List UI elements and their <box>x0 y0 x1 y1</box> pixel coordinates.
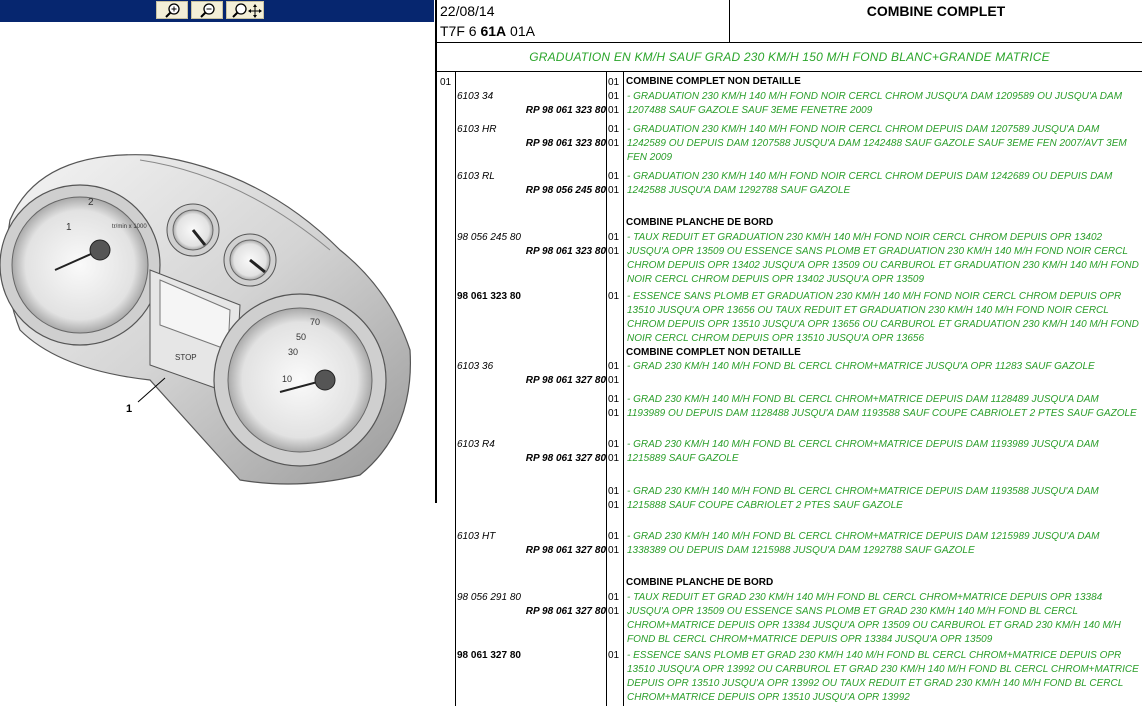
qty: 01 <box>608 439 620 450</box>
rp-ref[interactable]: RP 98 056 245 80 <box>525 185 606 196</box>
part-ref[interactable]: 6103 R4 <box>457 439 495 450</box>
svg-text:1: 1 <box>66 222 72 233</box>
svg-text:10: 10 <box>282 374 293 384</box>
part-description: - GRAD 230 KM/H 140 M/H FOND BL CERCL CHROM+MATRICE JUSQU'A OPR 11283 SAUF GAZOLE <box>627 361 1095 372</box>
part-ref[interactable]: 98 056 291 80 <box>457 592 521 603</box>
part-ref[interactable]: 6103 34 <box>457 91 494 102</box>
banner-text: GRADUATION EN KM/H SAUF GRAD 230 KM/H 150 M/H FOND BLANC+GRANDE MATRICE <box>529 50 1050 64</box>
header-date: 22/08/14 <box>440 3 495 19</box>
part-description: - GRAD 230 KM/H 140 M/H FOND BL CERCL CHROM+MATRICE DEPUIS DAM 1193588 JUSQU'A DAM 1215888 SAUF COUPE CABRIOLET 2 PTES SAUF GAZOLE <box>627 486 1099 511</box>
zoom-pan-icon <box>227 2 263 18</box>
col-rule-2 <box>606 72 607 706</box>
diagram-panel <box>0 0 434 706</box>
section-heading: COMBINE COMPLET NON DETAILLE <box>626 76 801 87</box>
rp-ref[interactable]: RP 98 061 327 80 <box>525 545 606 556</box>
part-description: - GRAD 230 KM/H 140 M/H FOND BL CERCL CHROM+MATRICE DEPUIS DAM 1193989 JUSQU'A DAM 1215889 SAUF GAZOLE <box>627 439 1099 464</box>
zoom-in-icon <box>157 2 187 18</box>
code-prefix: T7F 6 <box>440 23 477 39</box>
instrument-cluster-diagram <box>0 130 434 510</box>
zoom-out-icon <box>192 2 222 18</box>
qty: 01 <box>608 545 620 556</box>
callout-label: 1 <box>126 403 133 415</box>
table-top-rule <box>437 71 1142 72</box>
zoom-out-button[interactable] <box>191 1 223 19</box>
qty: 01 <box>608 246 620 257</box>
rp-ref[interactable]: RP 98 061 323 80 <box>525 138 606 149</box>
part-description: - GRADUATION 230 KM/H 140 M/H FOND NOIR CERCL CHROM DEPUIS DAM 1207589 JUSQU'A DAM 1242589 OU DEPUIS DAM 1207588 JUSQU'A DAM 1242488 SAUF GAZOLE SAUF 3EME FEN 2007/AVT 3EM FEN 2009 <box>627 124 1127 163</box>
col-rule-3 <box>623 72 624 706</box>
qty: 01 <box>608 375 620 386</box>
col-rule-1 <box>455 72 456 706</box>
rp-ref[interactable]: RP 98 061 323 80 <box>525 246 606 257</box>
qty: 01 <box>608 185 620 196</box>
part-description: - GRADUATION 230 KM/H 140 M/H FOND NOIR CERCL CHROM JUSQU'A DAM 1209589 OU JUSQU'A DAM 1207488 SAUF GAZOLE SAUF 3EME FENETRE 2009 <box>627 91 1123 116</box>
part-description: - TAUX REDUIT ET GRADUATION 230 KM/H 140 M/H FOND NOIR CERCL CHROM DEPUIS OPR 13402 JUSQU'A OPR 13509 OU ESSENCE SANS PLOMB ET GRADUATION 230 KM/H 140 M/H FOND NOIR CERCL CHROM DEPUIS OPR 13402 JUSQU'A OPR 13509 OU CARBUROL ET GRADUATION 230 KM/H 140 M/H FOND NOIR CERCL CHROM DEPUIS OPR 13402 JUSQU'A OPR 13509 <box>627 232 1139 285</box>
part-ref[interactable]: 6103 HR <box>457 124 497 135</box>
code-bold: 61A <box>480 23 507 39</box>
qty: 01 <box>608 138 620 149</box>
qty: 01 <box>608 650 620 661</box>
qty: 01 <box>608 592 620 603</box>
part-ref[interactable]: 6103 RL <box>457 171 495 182</box>
svg-text:tr/min x 1000: tr/min x 1000 <box>112 224 147 230</box>
svg-text:2: 2 <box>88 197 94 208</box>
qty: 01 <box>608 453 620 464</box>
zoom-toolbar <box>0 0 434 22</box>
qty: 01 <box>608 394 620 405</box>
part-ref[interactable]: 6103 HT <box>457 531 496 542</box>
item-number: 01 <box>440 77 452 88</box>
rp-ref[interactable]: RP 98 061 327 80 <box>525 606 606 617</box>
part-description: - GRAD 230 KM/H 140 M/H FOND BL CERCL CHROM+MATRICE DEPUIS DAM 1128489 JUSQU'A DAM 1193989 OU DEPUIS DAM 1128488 JUSQU'A DAM 1193588 SAUF COUPE CABRIOLET 2 PTES SAUF GAZOLE <box>627 394 1137 419</box>
svg-text:70: 70 <box>310 317 321 327</box>
header-separator <box>729 0 730 42</box>
zoom-pan-button[interactable] <box>226 1 264 19</box>
part-description: - GRADUATION 230 KM/H 140 M/H FOND NOIR CERCL CHROM DEPUIS DAM 1242689 OU DEPUIS DAM 1242588 JUSQU'A DAM 1292788 SAUF GAZOLE <box>627 171 1113 196</box>
part-ref[interactable]: 98 061 327 80 <box>457 650 521 661</box>
qty: 01 <box>608 77 620 88</box>
zoom-in-button[interactable] <box>156 1 188 19</box>
svg-text:50: 50 <box>296 332 307 342</box>
qty: 01 <box>608 124 620 135</box>
rp-ref[interactable]: RP 98 061 327 80 <box>525 375 606 386</box>
part-ref[interactable]: 6103 36 <box>457 361 494 372</box>
part-ref[interactable]: 98 061 323 80 <box>457 291 521 302</box>
qty: 01 <box>608 500 620 511</box>
qty: 01 <box>608 91 620 102</box>
panel-divider <box>435 0 437 503</box>
qty: 01 <box>608 171 620 182</box>
qty: 01 <box>608 408 620 419</box>
part-description: - GRAD 230 KM/H 140 M/H FOND BL CERCL CHROM+MATRICE DEPUIS DAM 1215989 JUSQU'A DAM 1338389 OU DEPUIS DAM 1215988 JUSQU'A DAM 1292788 SAUF GAZOLE <box>627 531 1100 556</box>
part-description: - ESSENCE SANS PLOMB ET GRAD 230 KM/H 140 M/H FOND BL CERCL CHROM+MATRICE DEPUIS OPR 13510 JUSQU'A OPR 13992 OU CARBUROL ET GRAD 230 KM/H 140 M/H FOND BL CERCL CHROM+MATRICE DEPUIS OPR 13510 JUSQU'A OPR 13992 OU TAUX REDUIT ET GRAD 230 KM/H 140 M/H FOND BL CERCL CHROM+MATRICE DEPUIS OPR 13510 JUSQU'A OPR 13992 <box>627 650 1139 703</box>
svg-text:STOP: STOP <box>175 353 197 362</box>
section-heading: COMBINE PLANCHE DE BORD <box>626 577 774 588</box>
qty: 01 <box>608 531 620 542</box>
code-suffix: 01A <box>510 23 535 39</box>
qty: 01 <box>608 232 620 243</box>
header-code <box>440 23 535 39</box>
qty: 01 <box>608 606 620 617</box>
qty: 01 <box>608 105 620 116</box>
page-title: COMBINE COMPLET <box>866 3 1006 19</box>
part-description: - TAUX REDUIT ET GRAD 230 KM/H 140 M/H FOND BL CERCL CHROM+MATRICE DEPUIS OPR 13384 JUSQU'A OPR 13509 OU ESSENCE SANS PLOMB ET GRAD 230 KM/H 140 M/H FOND BL CERCL CHROM+MATRICE DEPUIS OPR 13384 JUSQU'A OPR 13509 OU CARBUROL ET GRAD 230 KM/H 140 M/H FOND BL CERCL CHROM+MATRICE DEPUIS OPR 13384 JUSQU'A OPR 13509 <box>627 592 1121 645</box>
rp-ref[interactable]: RP 98 061 327 80 <box>525 453 606 464</box>
qty: 01 <box>608 361 620 372</box>
part-description: - ESSENCE SANS PLOMB ET GRADUATION 230 KM/H 140 M/H FOND NOIR CERCL CHROM DEPUIS OPR 13510 JUSQU'A OPR 13656 OU TAUX REDUIT ET GRADUATION 230 KM/H 140 M/H FOND NOIR CERCL CHROM DEPUIS OPR 13510 JUSQU'A OPR 13656 OU CARBUROL ET GRADUATION 230 KM/H 140 M/H FOND NOIR CERCL CHROM DEPUIS OPR 13510 JUSQU'A OPR 13656 <box>627 291 1139 344</box>
section-heading: COMBINE COMPLET NON DETAILLE <box>626 347 801 358</box>
qty: 01 <box>608 486 620 497</box>
rp-ref[interactable]: RP 98 061 323 80 <box>525 105 606 116</box>
qty: 01 <box>608 291 620 302</box>
section-heading: COMBINE PLANCHE DE BORD <box>626 217 774 228</box>
header-rule <box>437 42 1142 43</box>
svg-text:30: 30 <box>288 347 299 357</box>
part-ref[interactable]: 98 056 245 80 <box>457 232 521 243</box>
